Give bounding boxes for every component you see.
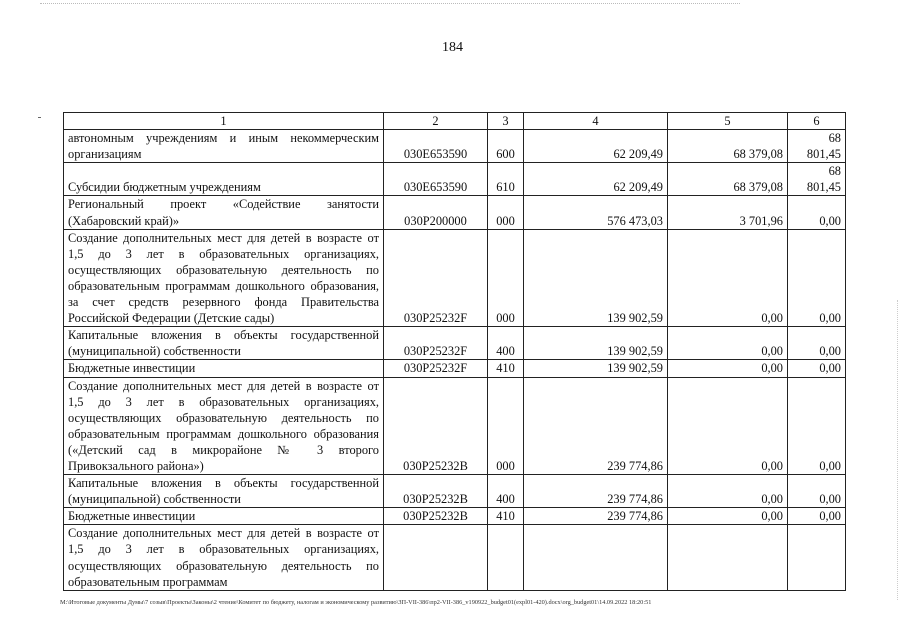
row-amount-col5 xyxy=(668,525,788,590)
scan-right-artifact xyxy=(897,300,899,600)
row-amount-col5: 68 379,08 xyxy=(668,163,788,196)
row-name: Создание дополнительных мест для детей в возрасте от 1,5 до 3 лет в образовательных организациях, осуществляющих образовательную деятельность по образовательным программам xyxy=(64,525,384,590)
row-amount-col6: 0,00 xyxy=(788,229,846,327)
row-expense-type xyxy=(488,525,524,590)
row-amount-col6: 68 801,45 xyxy=(788,130,846,163)
row-amount-col6: 0,00 xyxy=(788,196,846,229)
table-row xyxy=(64,475,846,508)
row-name: Капитальные вложения в объекты государственной (муниципальной) собственности xyxy=(64,327,384,360)
row-amount-col5: 68 379,08 xyxy=(668,130,788,163)
row-expense-type: 410 xyxy=(488,360,524,377)
row-amount-col5: 0,00 xyxy=(668,327,788,360)
table-row xyxy=(64,229,846,327)
row-target-code: 030E653590 xyxy=(384,163,488,196)
row-target-code: 030P25232F xyxy=(384,360,488,377)
row-expense-type: 400 xyxy=(488,475,524,508)
page-number: 184 xyxy=(442,40,463,55)
table-row xyxy=(64,377,846,475)
row-expense-type: 600 xyxy=(488,130,524,163)
row-target-code: 030P25232B xyxy=(384,475,488,508)
table-row xyxy=(64,163,846,196)
row-name: Субсидии бюджетным учреждениям xyxy=(64,163,384,196)
row-name: Региональный проект «Содействие занятости (Хабаровский край)» xyxy=(64,196,384,229)
table-row xyxy=(64,360,846,377)
row-expense-type: 410 xyxy=(488,508,524,525)
row-amount-col6 xyxy=(788,525,846,590)
row-target-code: 030E653590 xyxy=(384,130,488,163)
row-amount-col6: 0,00 xyxy=(788,508,846,525)
table-row xyxy=(64,525,846,590)
table-row xyxy=(64,327,846,360)
row-amount-col6: 0,00 xyxy=(788,475,846,508)
scan-left-mark xyxy=(38,117,41,118)
row-amount-col4: 139 902,59 xyxy=(524,229,668,327)
row-expense-type: 610 xyxy=(488,163,524,196)
row-target-code: 030P25232B xyxy=(384,377,488,475)
budget-table xyxy=(63,112,846,591)
row-name: Капитальные вложения в объекты государственной (муниципальной) собственности xyxy=(64,475,384,508)
row-amount-col6: 0,00 xyxy=(788,327,846,360)
column-header: 3 xyxy=(488,113,524,130)
row-name: Создание дополнительных мест для детей в возрасте от 1,5 до 3 лет в образовательных организациях, осуществляющих образовательную деятельность по образовательным программам дошкольного образования, за счет средств резервного фонда Правительства Российской Федерации (Детские сады) xyxy=(64,229,384,327)
table-row xyxy=(64,130,846,163)
row-amount-col4: 139 902,59 xyxy=(524,327,668,360)
row-expense-type: 000 xyxy=(488,377,524,475)
row-amount-col5: 0,00 xyxy=(668,360,788,377)
scan-top-artifact xyxy=(40,3,740,5)
row-expense-type: 000 xyxy=(488,196,524,229)
row-amount-col6: 0,00 xyxy=(788,377,846,475)
row-amount-col4: 139 902,59 xyxy=(524,360,668,377)
row-name: автономным учреждениям и иным некоммерческим организациям xyxy=(64,130,384,163)
row-target-code: 030P200000 xyxy=(384,196,488,229)
column-header: 4 xyxy=(524,113,668,130)
row-amount-col5: 0,00 xyxy=(668,229,788,327)
row-amount-col4: 239 774,86 xyxy=(524,475,668,508)
row-expense-type: 400 xyxy=(488,327,524,360)
column-header: 2 xyxy=(384,113,488,130)
row-name: Бюджетные инвестиции xyxy=(64,360,384,377)
row-amount-col4: 576 473,03 xyxy=(524,196,668,229)
row-expense-type: 000 xyxy=(488,229,524,327)
table-row xyxy=(64,196,846,229)
row-amount-col4: 62 209,49 xyxy=(524,163,668,196)
row-amount-col5: 0,00 xyxy=(668,508,788,525)
row-name: Бюджетные инвестиции xyxy=(64,508,384,525)
row-name: Создание дополнительных мест для детей в возрасте от 1,5 до 3 лет в образовательных организациях, осуществляющих образовательную деятельность по образовательным программам дошкольного образования («Детский сад в микрорайоне № 3 второго Привокзального района») xyxy=(64,377,384,475)
file-path-footer: M:\Итоговые документы Думы\7 созыв\Проекты\Законы\2 чтение\Комитет по бюджету, налогам и экономическому развитию\ЗП-VII-386\пр2-VII-386_v190922_budget01(expl01-420).docx\org_budget01\14.09.2022 18:20:51 xyxy=(60,599,652,606)
row-amount-col4: 239 774,86 xyxy=(524,377,668,475)
row-amount-col5: 0,00 xyxy=(668,377,788,475)
row-amount-col5: 0,00 xyxy=(668,475,788,508)
row-target-code: 030P25232B xyxy=(384,508,488,525)
column-header: 6 xyxy=(788,113,846,130)
table-row xyxy=(64,508,846,525)
table-header-row xyxy=(64,113,846,130)
column-header: 1 xyxy=(64,113,384,130)
row-amount-col4 xyxy=(524,525,668,590)
row-amount-col6: 68 801,45 xyxy=(788,163,846,196)
row-target-code xyxy=(384,525,488,590)
row-amount-col4: 62 209,49 xyxy=(524,130,668,163)
row-amount-col5: 3 701,96 xyxy=(668,196,788,229)
column-header: 5 xyxy=(668,113,788,130)
row-target-code: 030P25232F xyxy=(384,229,488,327)
row-target-code: 030P25232F xyxy=(384,327,488,360)
row-amount-col4: 239 774,86 xyxy=(524,508,668,525)
row-amount-col6: 0,00 xyxy=(788,360,846,377)
